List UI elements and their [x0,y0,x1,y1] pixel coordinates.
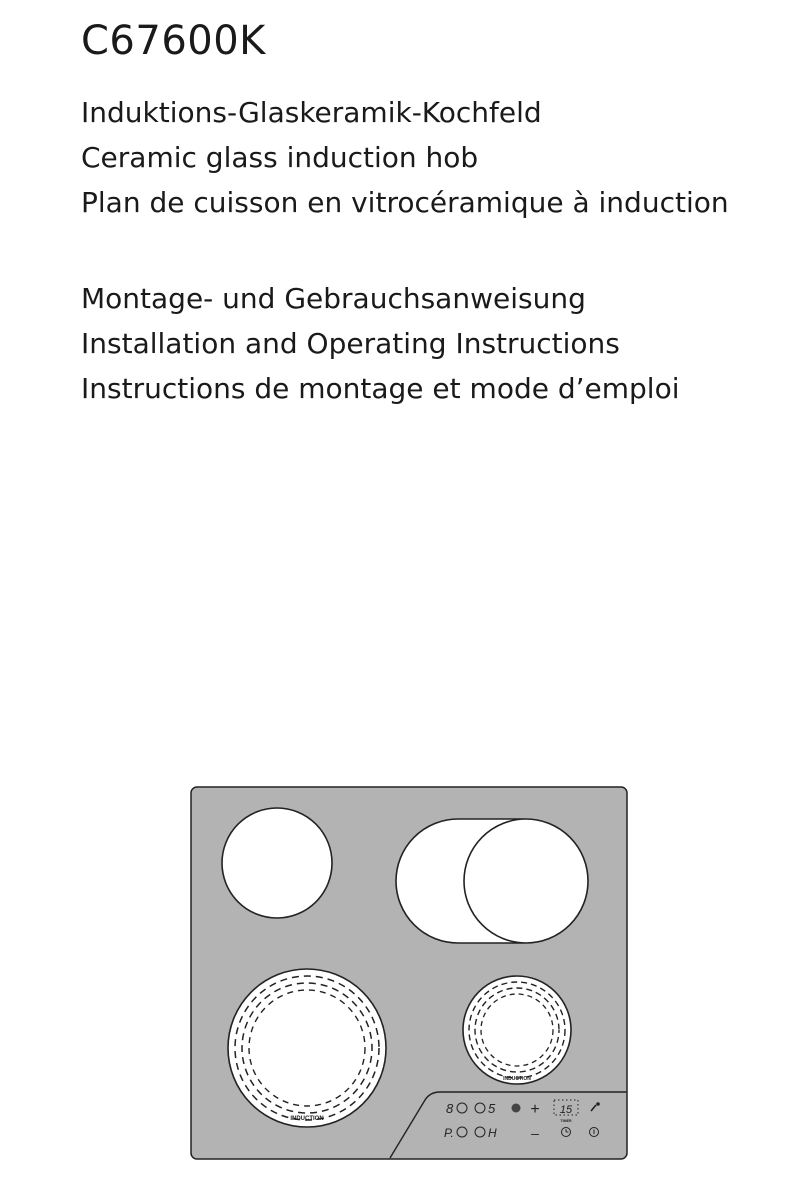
manual-title-en: Installation and Operating Instructions [81,327,620,360]
cooking-zone-top-right [464,819,588,943]
product-titles [81,90,729,225]
cooking-zone-top-left [222,808,332,918]
hob-illustration [190,786,628,1160]
display-zone-a: 8 [446,1101,454,1116]
timer-label: TIMER [560,1119,572,1123]
induction-zone-large [228,969,386,1127]
manual-titles [81,276,680,411]
model-number: C67600K [81,18,266,64]
display-power-boost: P. [444,1126,454,1140]
product-title-de: Induktions-Glaskeramik-Kochfeld [81,96,542,129]
manual-title-fr: Instructions de montage et mode d’emploi [81,372,680,405]
product-title-en: Ceramic glass induction hob [81,141,479,174]
timer-display: 15 [559,1104,573,1116]
induction-label-small: INDUCTION [503,1076,531,1082]
induction-label-large: INDUCTION [290,1116,324,1122]
lock-icon[interactable] [512,1104,521,1113]
minus-button[interactable]: – [531,1125,539,1141]
product-title-fr: Plan de cuisson en vitrocéramique à induction [81,186,729,219]
display-residual-heat: H [488,1126,497,1140]
display-zone-b: 5 [488,1101,496,1116]
plus-button[interactable]: + [530,1101,540,1118]
induction-zone-small [463,976,571,1084]
manual-title-de: Montage- und Gebrauchsanweisung [81,282,586,315]
